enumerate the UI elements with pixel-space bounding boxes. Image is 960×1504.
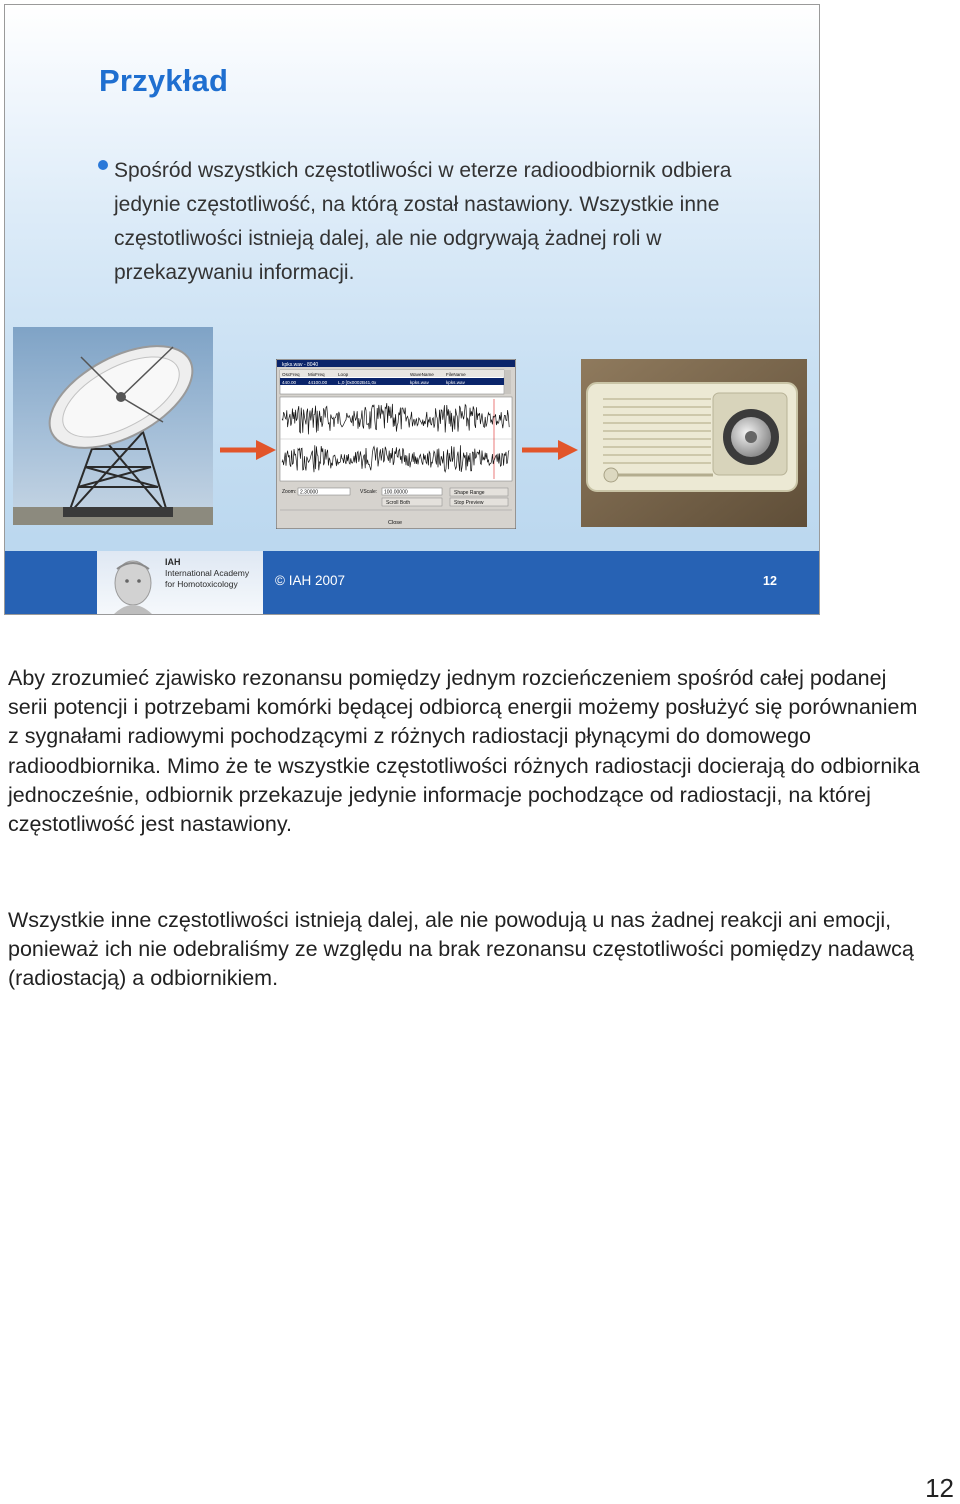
software-title: kpks.wav - 8040 [282,362,319,368]
col-oscfreq: OscFreq [282,372,300,377]
slide [4,4,820,615]
page-number: 12 [925,1473,954,1503]
radio-receiver-image [581,359,807,527]
bullet-icon [98,160,108,170]
logo-line-3: for Homotoxicology [165,579,238,589]
vscale-label: VScale: [360,489,378,495]
arrow-right-icon [218,437,278,463]
slide-number: 12 [763,574,777,588]
copyright-text: © IAH 2007 [275,573,345,588]
row-filename: kpks.wav [446,380,465,385]
stop-preview-button: Stop Preview [454,500,484,506]
row-wavename: kpks.wav [410,380,429,385]
vscale-value: 100.00000 [384,489,408,496]
zoom-label: Zoom: [282,489,297,495]
zoom-value: 2.30000 [300,489,319,496]
logo-line-2: International Academy [165,568,250,578]
col-wavename: WaveName [410,372,434,377]
radio-telescope-image [13,327,213,525]
waveform-software-image [276,359,516,529]
hahnemann-portrait-icon [105,555,161,615]
col-mixfreq: MixFreq [308,372,325,377]
shape-range-button: Shape Range [454,490,485,496]
slide-bullet-text: Spośród wszystkich częstotliwości w eterze radioodbiornik odbiera jedynie częstotliwość, na którą został nastawiony. Wszystkie inne częstotliwości istnieją dalej, ale nie odgrywają żadnej roli w przekazywaniu informacji. [114,159,732,284]
row-mixfreq: 44100.00 [308,380,328,385]
body-paragraph-1: Aby zrozumieć zjawisko rezonansu pomiędzy jednym rozcieńczeniem spośród całej podanej serii potencji i potrzebami komórki będącej odbiorcą energii możemy posłużyć się porównaniem z sygnałami radiowymi pochodzącymi z różnych radiostacji płynącymi do domowego radioodbiornika. Mimo że te wszystkie częstotliwości różnych radiostacji docierają do odbiornika jednocześnie, odbiornik przekazuje jedynie informacje pochodzące od radiostacji, na której częstotliwość jest nastawiony. [8,666,920,837]
logo-text [165,557,249,590]
scroll-both-button: Scroll Both [386,500,411,506]
col-loop: Loop [338,372,349,377]
slide-title: Przykład [99,63,229,98]
col-filename: FileName [446,372,466,377]
row-loop: L,0 [0x0002B41,0x [338,380,377,385]
arrow-right-icon [520,437,580,463]
row-oscfreq: 440.00 [282,380,297,385]
close-button: Close [388,520,403,526]
logo-line-1: IAH [165,557,181,567]
iah-logo [97,551,263,615]
body-paragraph-2: Wszystkie inne częstotliwości istnieją dalej, ale nie powodują u nas żadnej reakcji ani emocji, ponieważ ich nie odebraliśmy ze względu na brak rezonansu częstotliwości pomiędzy nadawcą (radiostacją) a odbiornikiem. [8,908,914,991]
